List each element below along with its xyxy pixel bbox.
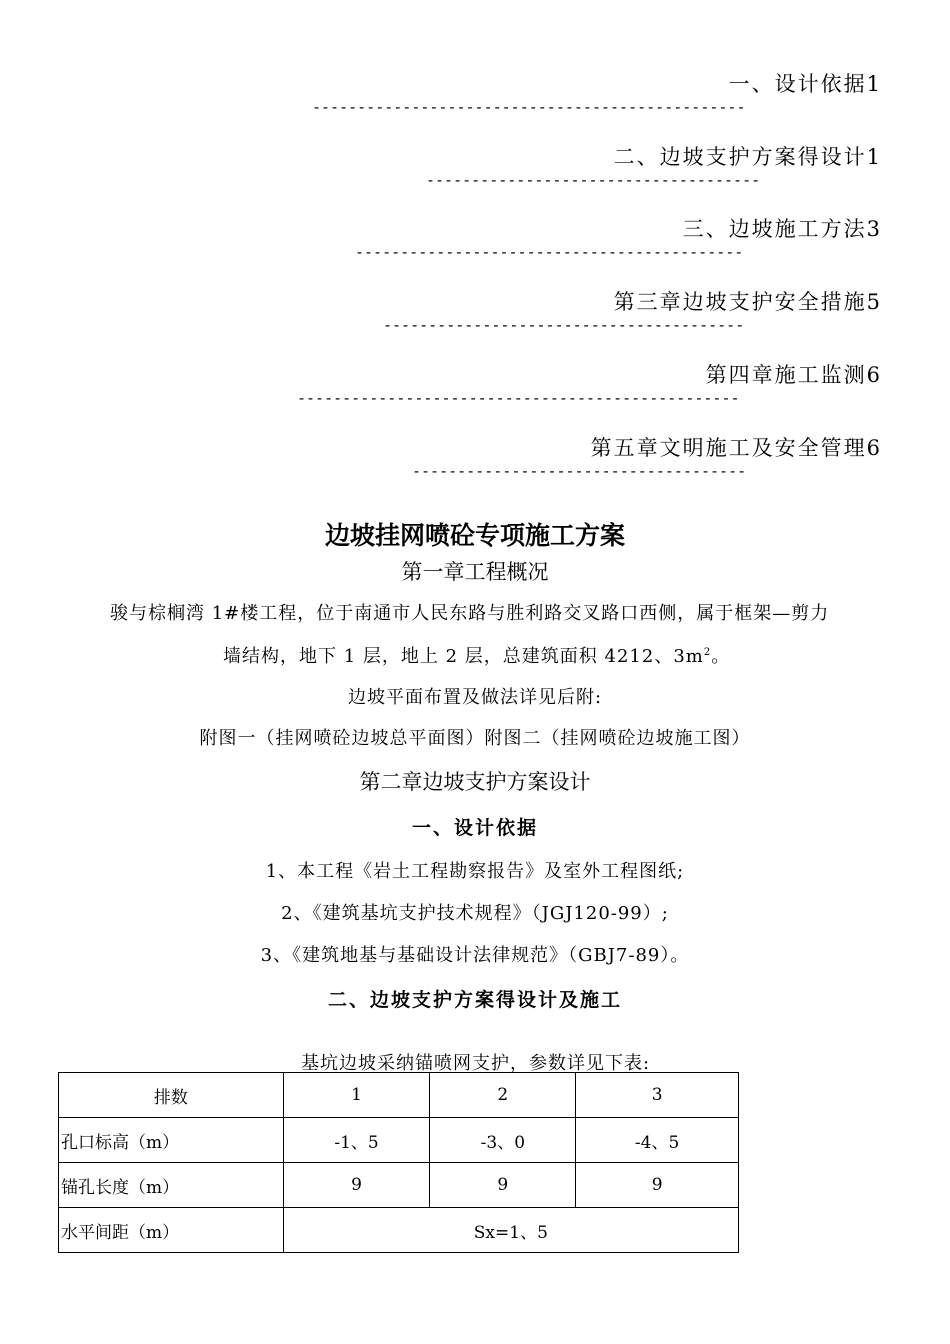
document-title: 边坡挂网喷砼专项施工方案 — [324, 521, 625, 550]
table-cell: 9 — [430, 1163, 576, 1208]
toc-page-number: 3 — [866, 217, 882, 241]
table-header-cell: 3 — [576, 1073, 739, 1118]
table-header-cell: 1 — [283, 1073, 430, 1118]
table-cell: 锚孔长度（m） — [59, 1163, 284, 1208]
layout-note: 边坡平面布置及做法详见后附: — [347, 687, 603, 708]
toc-page-number: 5 — [866, 290, 882, 314]
table-cell: -3、0 — [430, 1118, 576, 1163]
toc-page-number: 1 — [866, 72, 882, 96]
table-cell: -1、5 — [283, 1118, 430, 1163]
section-2-heading: 二、边坡支护方案得设计及施工 — [327, 989, 622, 1011]
toc-leader-dashes: ------------------------------------- — [426, 171, 761, 189]
toc-page-number: 6 — [866, 363, 882, 387]
toc-entry-3[interactable] — [683, 213, 882, 243]
overview-text: 墙结构，地下 1 层，地上 2 层，总建筑面积 4212、3m — [223, 646, 704, 667]
chapter-2-heading: 第二章边坡支护方案设计 — [359, 770, 591, 794]
table-cell: 水平间距（m） — [59, 1208, 284, 1253]
table-header-cell: 2 — [430, 1073, 576, 1118]
table-header-row — [59, 1073, 739, 1118]
appendix-line: 附图一（挂网喷砼边坡总平面图）附图二（挂网喷砼边坡施工图） — [199, 728, 751, 749]
toc-entry-5[interactable] — [706, 359, 882, 389]
table-cell: Sx=1、5 — [283, 1208, 738, 1253]
toc-label: 第五章文明施工及安全管理 — [590, 436, 867, 460]
overview-text-end: 。 — [711, 646, 731, 667]
toc-label: 三、边坡施工方法 — [682, 217, 867, 241]
table-cell: 9 — [576, 1163, 739, 1208]
table-cell: 9 — [283, 1163, 430, 1208]
overview-paragraph-line-1: 骏与棕榈湾 1#楼工程，位于南通市人民东路与胜利路交叉路口西侧，属于框架—剪力 — [110, 603, 830, 624]
toc-page-number: 6 — [866, 436, 882, 460]
toc-label: 二、边坡支护方案得设计 — [613, 145, 867, 169]
toc-leader-dashes: ---------------------------------------- — [383, 316, 745, 334]
toc-label: 第三章边坡支护安全措施 — [613, 290, 867, 314]
toc-entry-6[interactable] — [591, 432, 882, 462]
toc-entry-4[interactable] — [614, 286, 882, 316]
toc-label: 一、设计依据 — [728, 72, 867, 96]
overview-paragraph-line-2 — [223, 642, 730, 668]
section-1-heading: 一、设计依据 — [411, 817, 538, 839]
toc-leader-dashes: ------------------------------------------------- — [297, 389, 740, 407]
toc-page-number: 1 — [866, 145, 882, 169]
table-cell: 孔口标高（m） — [59, 1118, 284, 1163]
table-row — [59, 1118, 739, 1163]
toc-leader-dashes: ------------------------------------------- — [355, 243, 744, 261]
chapter-1-heading: 第一章工程概况 — [401, 560, 549, 584]
toc-leader-dashes: ------------------------------------------------ — [312, 98, 746, 116]
toc-entry-1[interactable] — [729, 68, 882, 98]
toc-entry-2[interactable] — [614, 141, 882, 171]
anchor-parameters-table — [58, 1072, 739, 1253]
table-row — [59, 1208, 739, 1253]
reference-item-2: 2、《建筑基坑支护技术规程》（JGJ120-99）; — [281, 903, 669, 924]
table-row — [59, 1163, 739, 1208]
table-header-cell: 排数 — [59, 1073, 284, 1118]
superscript-unit: 2 — [703, 647, 712, 658]
toc-label: 第四章施工监测 — [705, 363, 867, 387]
table-cell: -4、5 — [576, 1118, 739, 1163]
toc-leader-dashes: ------------------------------------- — [412, 462, 747, 480]
reference-item-3: 3、《建筑地基与基础设计法律规范》（GBJ7-89）。 — [260, 945, 690, 966]
reference-item-1: 1、本工程《岩土工程勘察报告》及室外工程图纸; — [265, 861, 685, 882]
table-intro: 基坑边坡采纳锚喷网支护，参数详见下表: — [301, 1053, 651, 1074]
